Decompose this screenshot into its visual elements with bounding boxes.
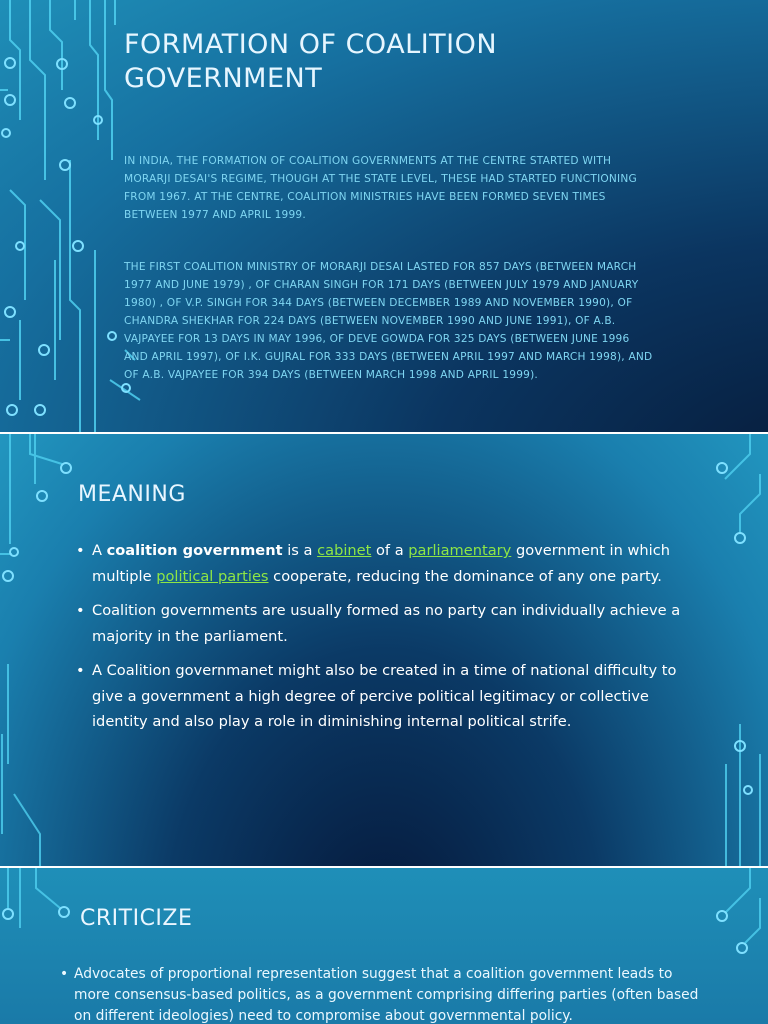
text: A	[92, 542, 107, 559]
text: is a	[282, 542, 318, 559]
bullet-proportional-representation: • Advocates of proportional representation suggest that a coalition government leads to more consensus-based politics, as a government comprising differing parties (often based on different ideologies) need to compromise about governmental policy.	[60, 964, 700, 1024]
slide-title: CRITICIZE	[80, 906, 193, 931]
intro-paragraph: IN INDIA, THE FORMATION OF COALITION GOVERNMENTS AT THE CENTRE STARTED WITH MORARJI DESAI'S REGIME, THOUGH AT THE STATE LEVEL, THESE HAD STARTED FUNCTIONING FROM 1967. AT THE CENTRE, COALITION MINISTRIES HAVE BEEN FORMED SEVEN TIMES BETWEEN 1977 AND APRIL 1999.	[124, 155, 637, 221]
slide-meaning	[0, 434, 768, 866]
cabinet-link[interactable]: cabinet	[317, 542, 372, 559]
text: cooperate, reducing the dominance of any one party.	[268, 567, 662, 585]
text: government in which multiple	[92, 542, 671, 585]
bold-term: coalition government	[106, 542, 283, 559]
meaning-bullet-list	[76, 538, 696, 744]
circuit-decoration-right	[690, 434, 768, 866]
bullet-national-difficulty: • A Coalition governmanet might also be created in a time of national difficulty to give a government a high degree of percive political legitimacy or collective identity and also play a role in diminishing internal political strife.	[76, 658, 696, 735]
slide-title: MEANING	[78, 482, 186, 507]
slide-criticize	[0, 868, 768, 1024]
text: of a	[371, 542, 409, 559]
political-parties-link[interactable]: political parties	[156, 567, 269, 585]
circuit-decoration-right	[700, 868, 768, 1024]
slide-title: FORMATION OF COALITION GOVERNMENT	[124, 29, 498, 94]
bullet-definition	[76, 538, 696, 589]
ministries-paragraph: THE FIRST COALITION MINISTRY OF MORARJI DESAI LASTED FOR 857 DAYS (BETWEEN MARCH 1977 AND JUNE 1979) , OF CHARAN SINGH FOR 171 DAYS (BETWEEN JULY 1979 AND JANUARY 1980) , OF V.P. SINGH FOR 344 DAYS (BETWEEN DECEMBER 1989 AND NOVEMBER 1990), OF CHANDRA SHEKHAR FOR 224 DAYS (BETWEEN NOVEMBER 1990 AND JUNE 1991), OF A.B. VAJPAYEE FOR 13 DAYS IN MAY 1996, OF DEVE GOWDA FOR 325 DAYS (BETWEEN JUNE 1996 AND APRIL 1997), OF I.K. GUJRAL FOR 333 DAYS (BETWEEN APRIL 1997 AND MARCH 1998), AND OF A.B. VAJPAYEE FOR 394 DAYS (BETWEEN MARCH 1998 AND APRIL 1999).	[124, 261, 653, 381]
criticize-bullet-list	[60, 964, 700, 1024]
parliamentary-link[interactable]: parliamentary	[408, 542, 512, 559]
bullet-majority: • Coalition governments are usually formed as no party can individually achieve a majority in the parliament.	[76, 598, 696, 649]
slide-formation	[0, 0, 768, 432]
